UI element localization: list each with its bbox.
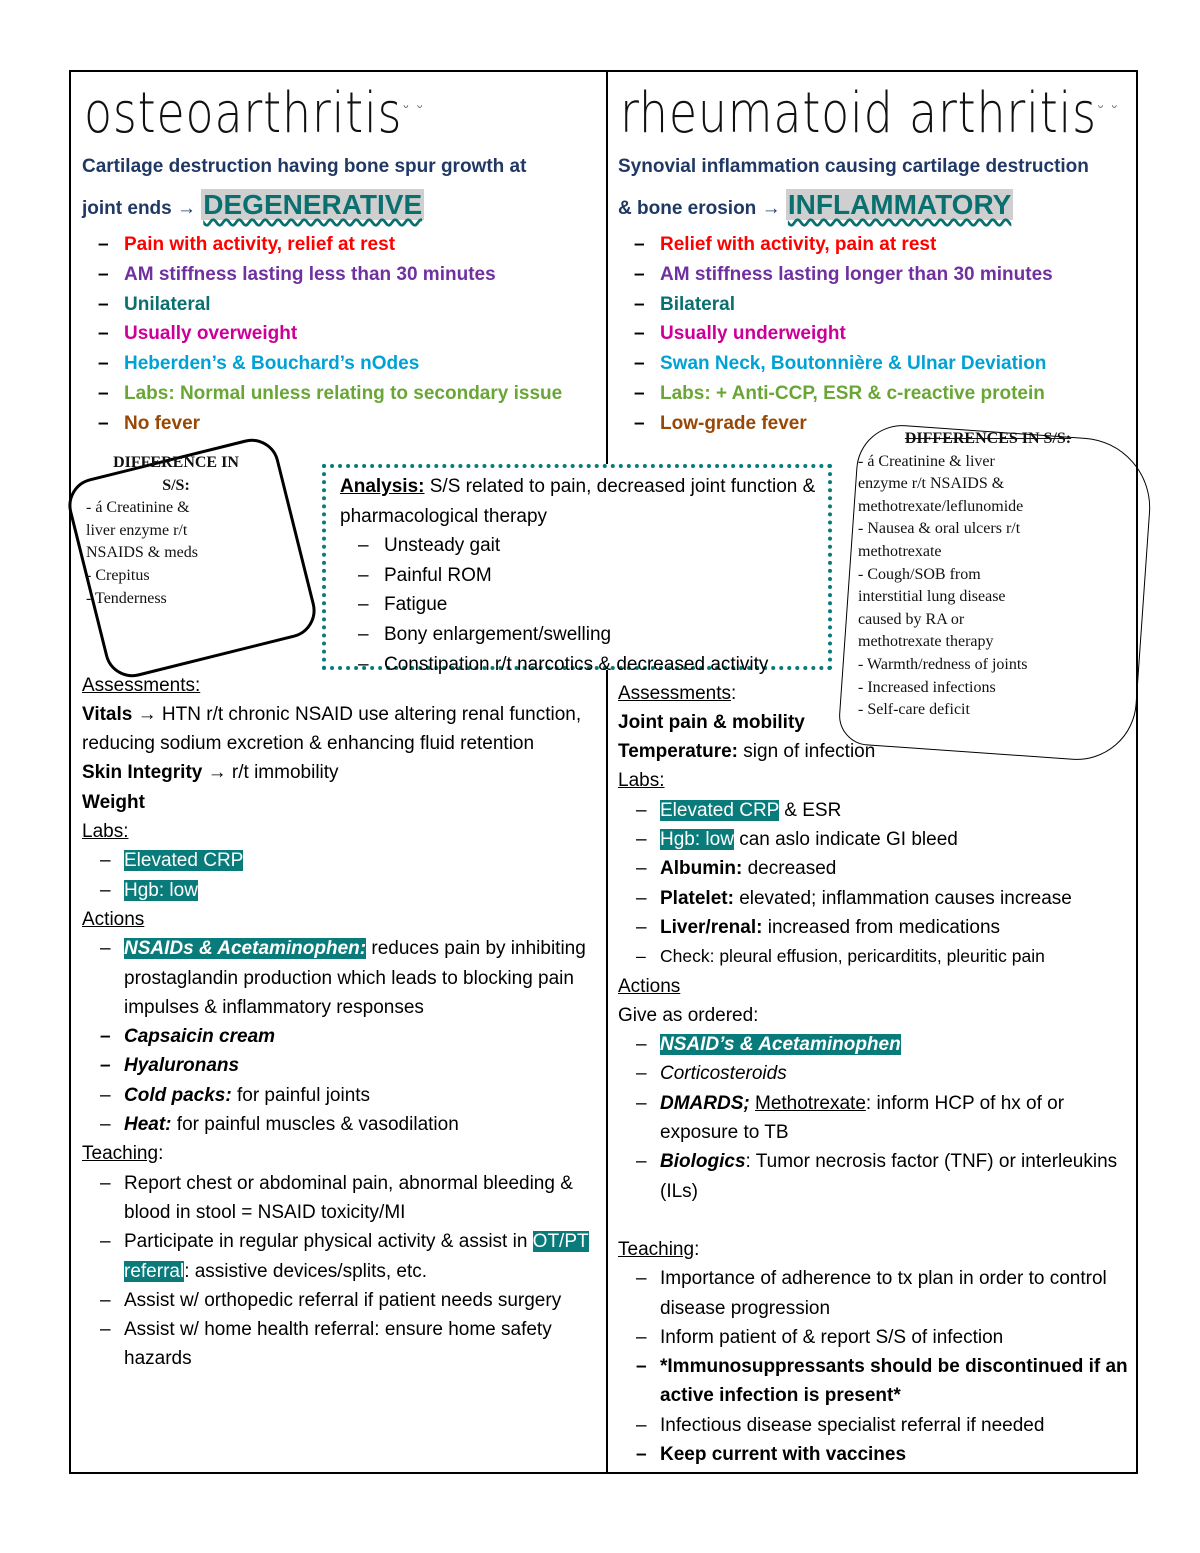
list-item: – NSAIDs & Acetaminophen: reduces pain by inhibiting prostaglandin production which leads to blocking pain impulses & inflammatory responses <box>82 934 597 1022</box>
analysis-list <box>340 531 820 679</box>
ra-differences-note: DIFFERENCES IN S/S: - á Creatinine & liver enzyme r/t NSAIDS & methotrexate/leflunomide - Nausea & oral ulcers r/t methotrexate - Cough/SOB from interstitial lung disease caused by RA or methotrexate therapy - Warmth/redness of joints - Increased infections - Self-care deficit <box>858 430 1072 719</box>
list-item: – Labs: + Anti-CCP, ESR & c-reactive protein <box>618 379 1130 409</box>
list-item: – Corticosteroids <box>618 1059 1130 1088</box>
ra-teaching-list <box>618 1264 1130 1469</box>
oa-intro: Cartilage destruction having bone spur growth at joint ends → DEGENERATIVE <box>82 156 527 220</box>
list-item: – Bilateral <box>618 290 1130 320</box>
oa-column <box>82 72 597 1374</box>
list-item: – Elevated CRP <box>82 846 597 875</box>
oa-type-badge: DEGENERATIVE <box>203 189 423 220</box>
list-item: – Labs: Normal unless relating to secondary issue <box>82 379 597 409</box>
list-item: – Hgb: low can aslo indicate GI bleed <box>618 825 1130 854</box>
oa-actions-list <box>82 934 597 1139</box>
decor-dots-icon: ˘ ˘ <box>402 103 425 124</box>
ra-actions-list <box>618 1030 1130 1206</box>
analysis-box: Analysis: S/S related to pain, decreased joint function & pharmacological therapy – Unsteady gait – Painful ROM – Fatigue – Bony enlargement/swelling – Constipation r/t narcotics & decreased activity <box>322 464 832 670</box>
list-item: – Fatigue <box>340 590 820 620</box>
list-item: – Elevated CRP & ESR <box>618 796 1130 825</box>
ra-intro: Synovial inflammation causing cartilage destruction & bone erosion → INFLAMMATORY <box>618 156 1089 220</box>
list-item: – Heat: for painful muscles & vasodilation <box>82 1110 597 1139</box>
list-item: – No fever <box>82 409 597 439</box>
list-item: – Infectious disease specialist referral if needed <box>618 1411 1130 1440</box>
oa-title: osteoarthritis˘ ˘ <box>84 81 425 146</box>
list-item: – Hyaluronans <box>82 1051 597 1080</box>
list-item: – AM stiffness lasting less than 30 minutes <box>82 260 597 290</box>
list-item: – Relief with activity, pain at rest <box>618 230 1130 260</box>
list-item: – AM stiffness lasting longer than 30 minutes <box>618 260 1130 290</box>
list-item: – Albumin: decreased <box>618 854 1130 883</box>
list-item: – Importance of adherence to tx plan in order to control disease progression <box>618 1264 1130 1323</box>
oa-assessments: Assessments: Vitals → HTN r/t chronic NSAID use altering renal function, reducing sodium excretion & enhancing fluid retention Skin Integrity → r/t immobility Weight Labs: – Elevated CRP – Hgb: low Actions – NSAIDs & Acetaminophen: reduces pain by inhibiting prostaglandin production which leads to blocking pain impulses & inflammatory responses – Capsaicin cream – Hyaluronans – Cold packs: for painful joints – Heat: for painful muscles & vasodilation Teaching: – Report chest or abdominal pain, abnormal bleeding & blood in stool = NSAID toxicity/MI – Participate in regular physical activity & assist in OT/PT referral: assistive devices/splits, etc. – Assist w/ orthopedic referral if patient needs surgery – Assist w/ home health referral: ensure home safety hazards <box>82 671 597 1374</box>
list-item: – Unilateral <box>82 290 597 320</box>
list-item: – Assist w/ home health referral: ensure home safety hazards <box>82 1315 597 1374</box>
list-item: – Check: pleural effusion, pericarditits, pleuritic pain <box>618 942 1130 971</box>
list-item: – *Immunosuppressants should be discontinued if an active infection is present* <box>618 1352 1130 1411</box>
ra-ss-list <box>618 230 1130 439</box>
list-item: – Capsaicin cream <box>82 1022 597 1051</box>
list-item: – Bony enlargement/swelling <box>340 620 820 650</box>
list-item: – Liver/renal: increased from medications <box>618 913 1130 942</box>
list-item: – Hgb: low <box>82 876 597 905</box>
list-item: – Platelet: elevated; inflammation causes increase <box>618 884 1130 913</box>
list-item: – Usually underweight <box>618 319 1130 349</box>
list-item: – Report chest or abdominal pain, abnormal bleeding & blood in stool = NSAID toxicity/MI <box>82 1169 597 1228</box>
decor-dots-icon: ˘ ˘ <box>1096 103 1119 124</box>
list-item: – Constipation r/t narcotics & decreased activity <box>340 650 820 680</box>
list-item: – Low-grade fever <box>618 409 1130 439</box>
list-item: – Heberden’s & Bouchard’s nOdes <box>82 349 597 379</box>
list-item: – Pain with activity, relief at rest <box>82 230 597 260</box>
list-item: – Inform patient of & report S/S of infection <box>618 1323 1130 1352</box>
ra-assessments: Assessments: Joint pain & mobility Temperature: sign of infection Labs: – Elevated CRP & ESR – Hgb: low can aslo indicate GI bleed – Albumin: decreased – Platelet: elevated; inflammation causes increase – Liver/renal: increased from medications – Check: pleural effusion, pericarditits, pleuritic pain Actions Give as ordered: – NSAID’s & Acetaminophen – Corticosteroids – DMARDS; Methotrexate: inform HCP of hx of or exposure to TB – Biologics: Tumor necrosis factor (TNF) or interleukins (ILs) Teaching: – Importance of adherence to tx plan in order to control disease progression – Inform patient of & report S/S of infection – *Immunosuppressants should be discontinued if an active infection is present* – Infectious disease specialist referral if needed – Keep current with vaccines <box>618 679 1130 1470</box>
ra-type-badge: INFLAMMATORY <box>787 189 1012 220</box>
list-item: – Biologics: Tumor necrosis factor (TNF) or interleukins (ILs) <box>618 1147 1130 1206</box>
ra-title: rheumatoid arthritis˘ ˘ <box>620 81 1119 146</box>
list-item: – Swan Neck, Boutonnière & Ulnar Deviation <box>618 349 1130 379</box>
list-item: – Participate in regular physical activity & assist in OT/PT referral: assistive devices/splits, etc. <box>82 1227 597 1286</box>
list-item: – Cold packs: for painful joints <box>82 1081 597 1110</box>
list-item: – Unsteady gait <box>340 531 820 561</box>
list-item: – Usually overweight <box>82 319 597 349</box>
oa-ss-list <box>82 230 597 439</box>
oa-teaching-list <box>82 1169 597 1374</box>
oa-labs-list <box>82 846 597 905</box>
ra-labs-list <box>618 796 1130 972</box>
list-item: – DMARDS; Methotrexate: inform HCP of hx of or exposure to TB <box>618 1089 1130 1148</box>
column-divider <box>606 70 608 1474</box>
oa-differences-note: DIFFERENCE IN S/S: - á Creatinine & liver enzyme r/t NSAIDS & meds - Crepitus - Tenderness <box>86 454 239 607</box>
ra-column <box>618 72 1130 1469</box>
list-item: – Keep current with vaccines <box>618 1440 1130 1469</box>
list-item: – Assist w/ orthopedic referral if patient needs surgery <box>82 1286 597 1315</box>
list-item: – NSAID’s & Acetaminophen <box>618 1030 1130 1059</box>
list-item: – Painful ROM <box>340 561 820 591</box>
